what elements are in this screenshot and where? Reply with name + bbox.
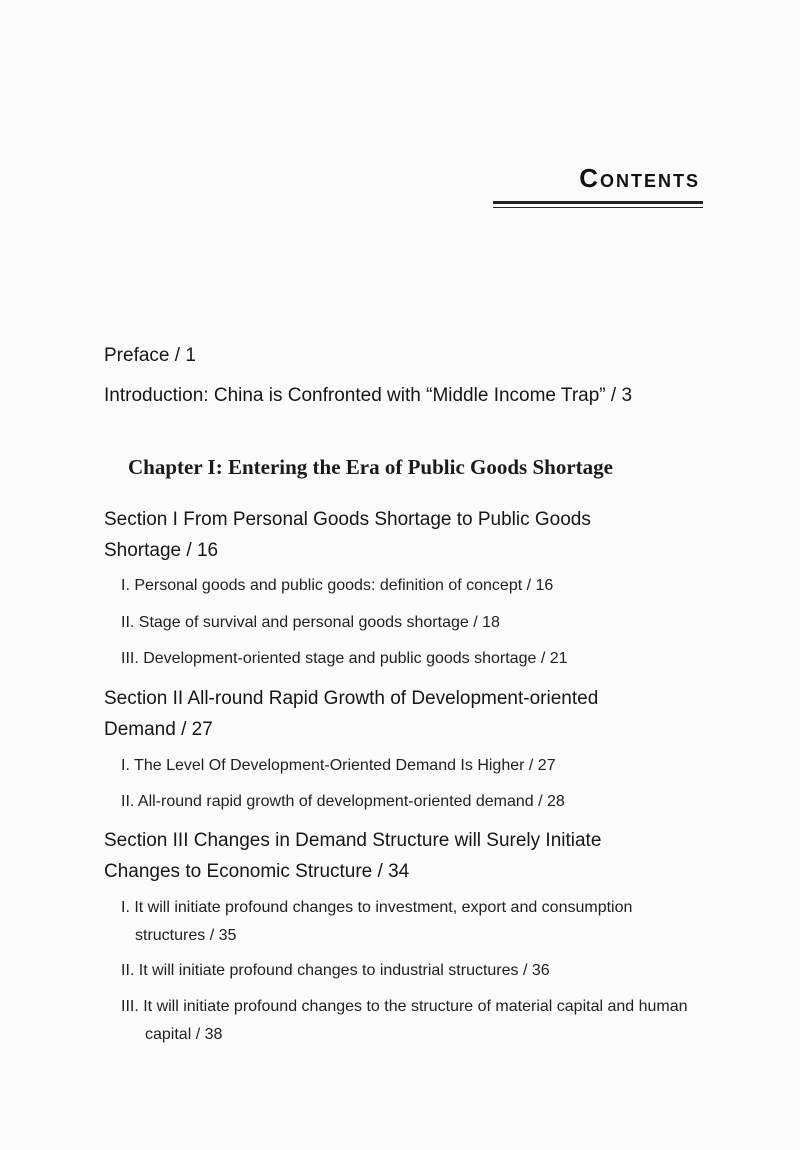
chapter-title: Chapter I: Entering the Era of Public Goods Shortage: [128, 455, 613, 479]
section-heading: Section I From Personal Goods Shortage to Public Goods Shortage / 16: [104, 509, 591, 561]
toc-subentry: I. The Level Of Development-Oriented Demand Is Higher / 27: [121, 757, 556, 774]
toc-entry-preface: Preface / 1: [104, 345, 196, 366]
toc-subentry: II. All-round rapid growth of development-oriented demand / 28: [121, 793, 565, 810]
toc-entry-introduction: Introduction: China is Confronted with “Middle Income Trap” / 3: [104, 385, 633, 406]
section-heading: Section II All-round Rapid Growth of Development-oriented Demand / 27: [104, 688, 599, 740]
toc-subentry: I. It will initiate profound changes to investment, export and consumption structures / 35: [121, 899, 633, 944]
page-title: Contents: [579, 163, 700, 193]
toc-subentry: II. It will initiate profound changes to industrial structures / 36: [121, 962, 550, 979]
toc-subentry: III. Development-oriented stage and public goods shortage / 21: [121, 650, 568, 667]
title-underline: [493, 201, 703, 208]
toc-subentry: III. It will initiate profound changes to the structure of material capital and human capital / 38: [121, 998, 688, 1043]
section-heading: Section III Changes in Demand Structure will Surely Initiate Changes to Economic Structure / 34: [104, 830, 602, 882]
toc-subentry: II. Stage of survival and personal goods shortage / 18: [121, 614, 500, 631]
toc-subentry: I. Personal goods and public goods: definition of concept / 16: [121, 577, 554, 594]
